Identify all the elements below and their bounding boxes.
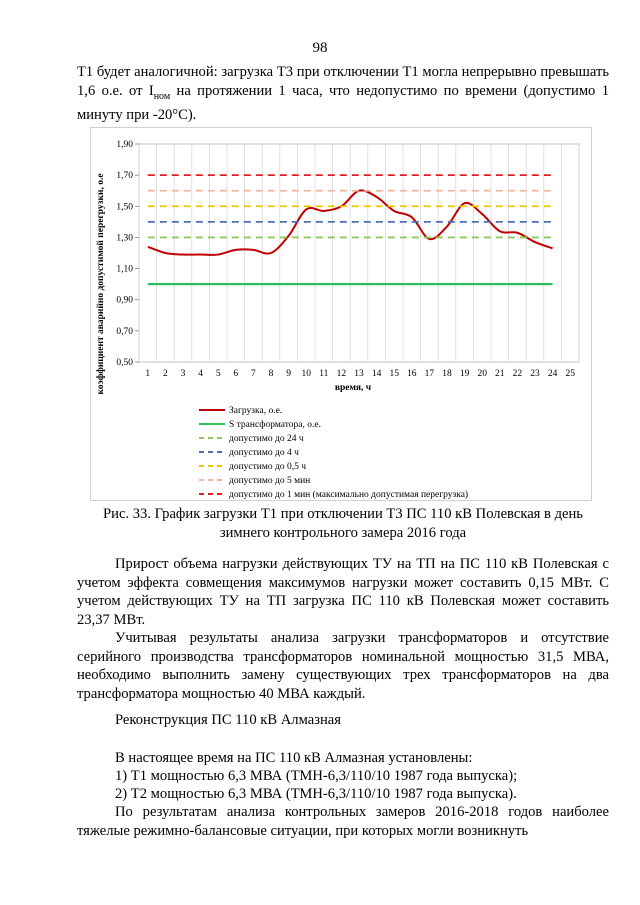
page-number: 98 xyxy=(312,40,328,56)
intro-line-1: Т1 будет аналогичной: загрузка Т3 при отключении Т1 могла непрерывно xyxy=(77,64,537,80)
intro-line-2b: на протяжении 1 часа, что недопустимо по времени xyxy=(170,82,518,99)
legend-label-3: допустимо до 4 ч xyxy=(229,448,299,458)
legend-label-4: допустимо до 0,5 ч xyxy=(229,462,306,472)
x-tick-label: 20 xyxy=(477,369,487,379)
figure-caption xyxy=(77,505,609,542)
x-tick-label: 24 xyxy=(547,369,558,379)
y-tick-label: 0,50 xyxy=(116,358,133,368)
x-tick-label: 3 xyxy=(180,369,186,379)
chart-frame xyxy=(90,127,592,501)
plot-area xyxy=(139,144,579,362)
y-tick-label: 0,90 xyxy=(116,295,133,306)
y-tick-label: 1,10 xyxy=(116,264,133,275)
section-heading: Реконструкция ПС 110 кВ Алмазная xyxy=(115,712,341,728)
caption-line-1: Рис. 33. График загрузки Т1 при отключении Т3 ПС 110 кВ Полевская в день xyxy=(103,506,583,522)
x-tick-label: 22 xyxy=(512,369,523,379)
intro-line-2: превышать 1,6 о.е. от I xyxy=(77,64,609,99)
x-tick-label: 6 xyxy=(233,369,239,379)
x-axis xyxy=(145,369,575,379)
x-tick-label: 1 xyxy=(145,369,151,379)
x-tick-label: 12 xyxy=(336,369,347,379)
x-tick-label: 21 xyxy=(495,369,505,379)
list-item-2: 2) Т2 мощностью 6,3 МВА (ТМН-6,3/110/10 1987 года выпуска). xyxy=(115,786,517,802)
x-tick-label: 19 xyxy=(459,369,470,379)
y-tick-label: 1,50 xyxy=(116,202,133,213)
x-tick-label: 16 xyxy=(407,369,417,379)
x-axis-label: время, ч xyxy=(334,383,372,393)
y-axis-label: коэффициент аварийно допустимой перегрузки, о.е xyxy=(96,173,106,395)
intro-paragraph xyxy=(77,63,609,125)
paragraph-1: Прирост объема нагрузки действующих ТУ на ТП на ПС 110 кВ Полевская с учетом эффекта совмещения максимумов нагрузки может составить 0,15 МВт. С учетом действующих ТУ на ТП загрузка ПС 110 кВ Полевская может составить 23,37 МВт. xyxy=(77,556,609,628)
x-tick-label: 11 xyxy=(319,369,329,379)
paragraph-2: Учитывая результаты анализа загрузки трансформаторов и отсутствие серийного производства трансформаторов номинальной мощностью 31,5 МВА, необходимо выполнить замену существующих трех трансформаторов на два трансформатора мощностью 40 МВА каждый. xyxy=(77,630,609,702)
chart-legend xyxy=(199,406,468,500)
x-tick-label: 14 xyxy=(371,369,382,379)
x-tick-label: 18 xyxy=(442,369,452,379)
x-tick-label: 17 xyxy=(424,369,435,379)
y-tick-label: 0,70 xyxy=(116,326,133,337)
x-tick-label: 10 xyxy=(301,369,311,379)
y-tick-label: 1,70 xyxy=(116,171,133,182)
installed-line: В настоящее время на ПС 110 кВ Алмазная установлены: xyxy=(115,750,473,766)
legend-label-1: S трансформатора, о.е. xyxy=(229,420,321,430)
y-tick-label: 1,90 xyxy=(116,140,133,150)
x-tick-label: 8 xyxy=(268,369,274,379)
x-tick-label: 4 xyxy=(198,369,203,379)
y-tick-label: 1,30 xyxy=(116,233,133,244)
legend-label-5: допустимо до 5 мин xyxy=(229,476,311,486)
x-tick-label: 15 xyxy=(389,369,399,379)
list-item-1: 1) Т1 мощностью 6,3 МВА (ТМН-6,3/110/10 1987 года выпуска); xyxy=(115,768,518,784)
y-axis xyxy=(116,140,139,368)
x-tick-label: 7 xyxy=(251,369,256,379)
x-tick-label: 2 xyxy=(163,369,168,379)
legend-label-0: Загрузка, о.е. xyxy=(229,406,283,416)
x-tick-label: 5 xyxy=(215,369,221,379)
x-tick-label: 23 xyxy=(530,369,540,379)
legend-label-2: допустимо до 24 ч xyxy=(229,434,304,444)
intro-line-3: (допустимо 1 минуту при -20°С). xyxy=(77,82,609,124)
caption-line-2: зимнего контрольного замера 2016 года xyxy=(219,524,467,541)
x-tick-label: 9 xyxy=(286,369,291,379)
intro-subscript: ном xyxy=(153,90,171,102)
paragraph-3: По результатам анализа контрольных замеров 2016-2018 годов наиболее тяжелые режимно-балансовые ситуации, при которых могли возникнуть xyxy=(77,804,609,839)
chart-grid xyxy=(139,144,579,362)
legend-label-6: допустимо до 1 мин (максимально допустимая перегрузка) xyxy=(229,490,469,500)
load-chart xyxy=(91,128,591,500)
x-tick-label: 25 xyxy=(565,369,575,379)
x-tick-label: 13 xyxy=(354,369,364,379)
